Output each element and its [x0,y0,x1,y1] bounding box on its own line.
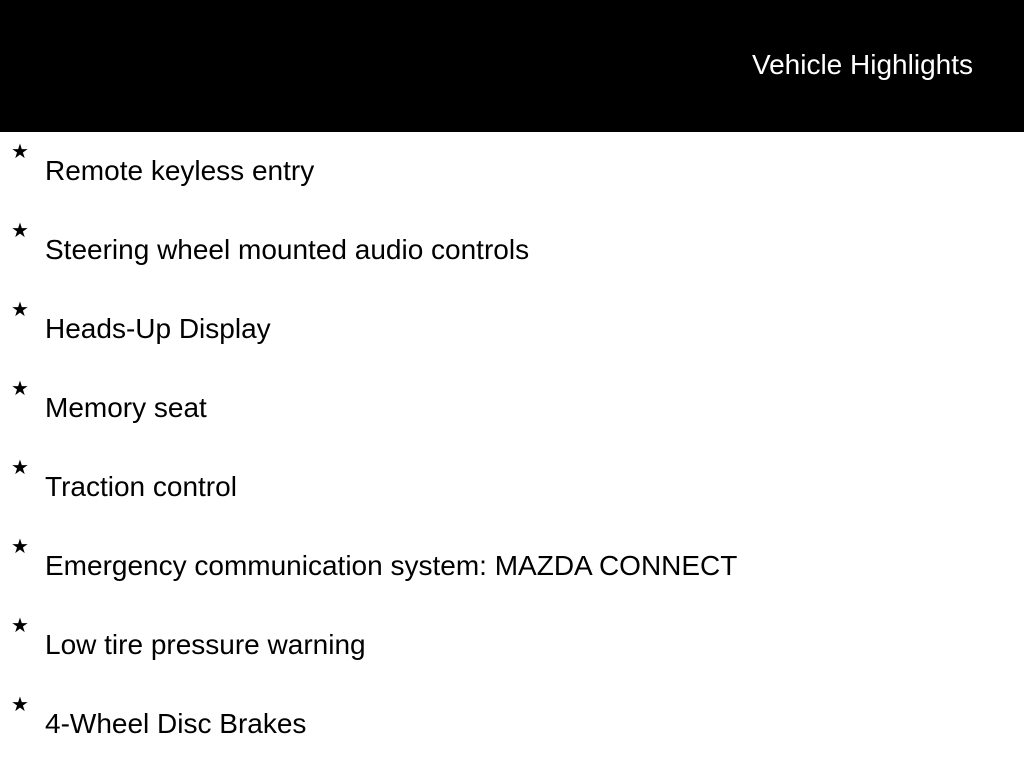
star-icon: ★ [11,457,29,479]
feature-label: Memory seat [45,392,207,423]
feature-label: Emergency communication system: MAZDA CONNECT [45,550,738,581]
list-item [0,211,1024,265]
feature-label: Remote keyless entry [45,155,315,186]
feature-label: 4-Wheel Disc Brakes [45,708,307,739]
star-icon: ★ [11,141,29,163]
star-icon: ★ [11,220,29,242]
star-icon: ★ [11,615,29,637]
list-item [0,369,1024,423]
list-item [0,132,1024,186]
feature-label: Low tire pressure warning [45,629,366,660]
feature-label: Steering wheel mounted audio controls [45,234,530,265]
star-icon: ★ [11,694,29,716]
feature-label: Heads-Up Display [45,313,271,344]
star-icon: ★ [11,299,29,321]
list-item [0,685,1024,739]
list-item [0,290,1024,344]
feature-label: Traction control [45,471,237,502]
page-title: Vehicle Highlights [751,49,973,80]
header-bar [0,0,1024,132]
star-icon: ★ [11,378,29,400]
list-item [0,527,1024,581]
list-item [0,606,1024,660]
list-item [0,448,1024,502]
star-icon: ★ [11,536,29,558]
